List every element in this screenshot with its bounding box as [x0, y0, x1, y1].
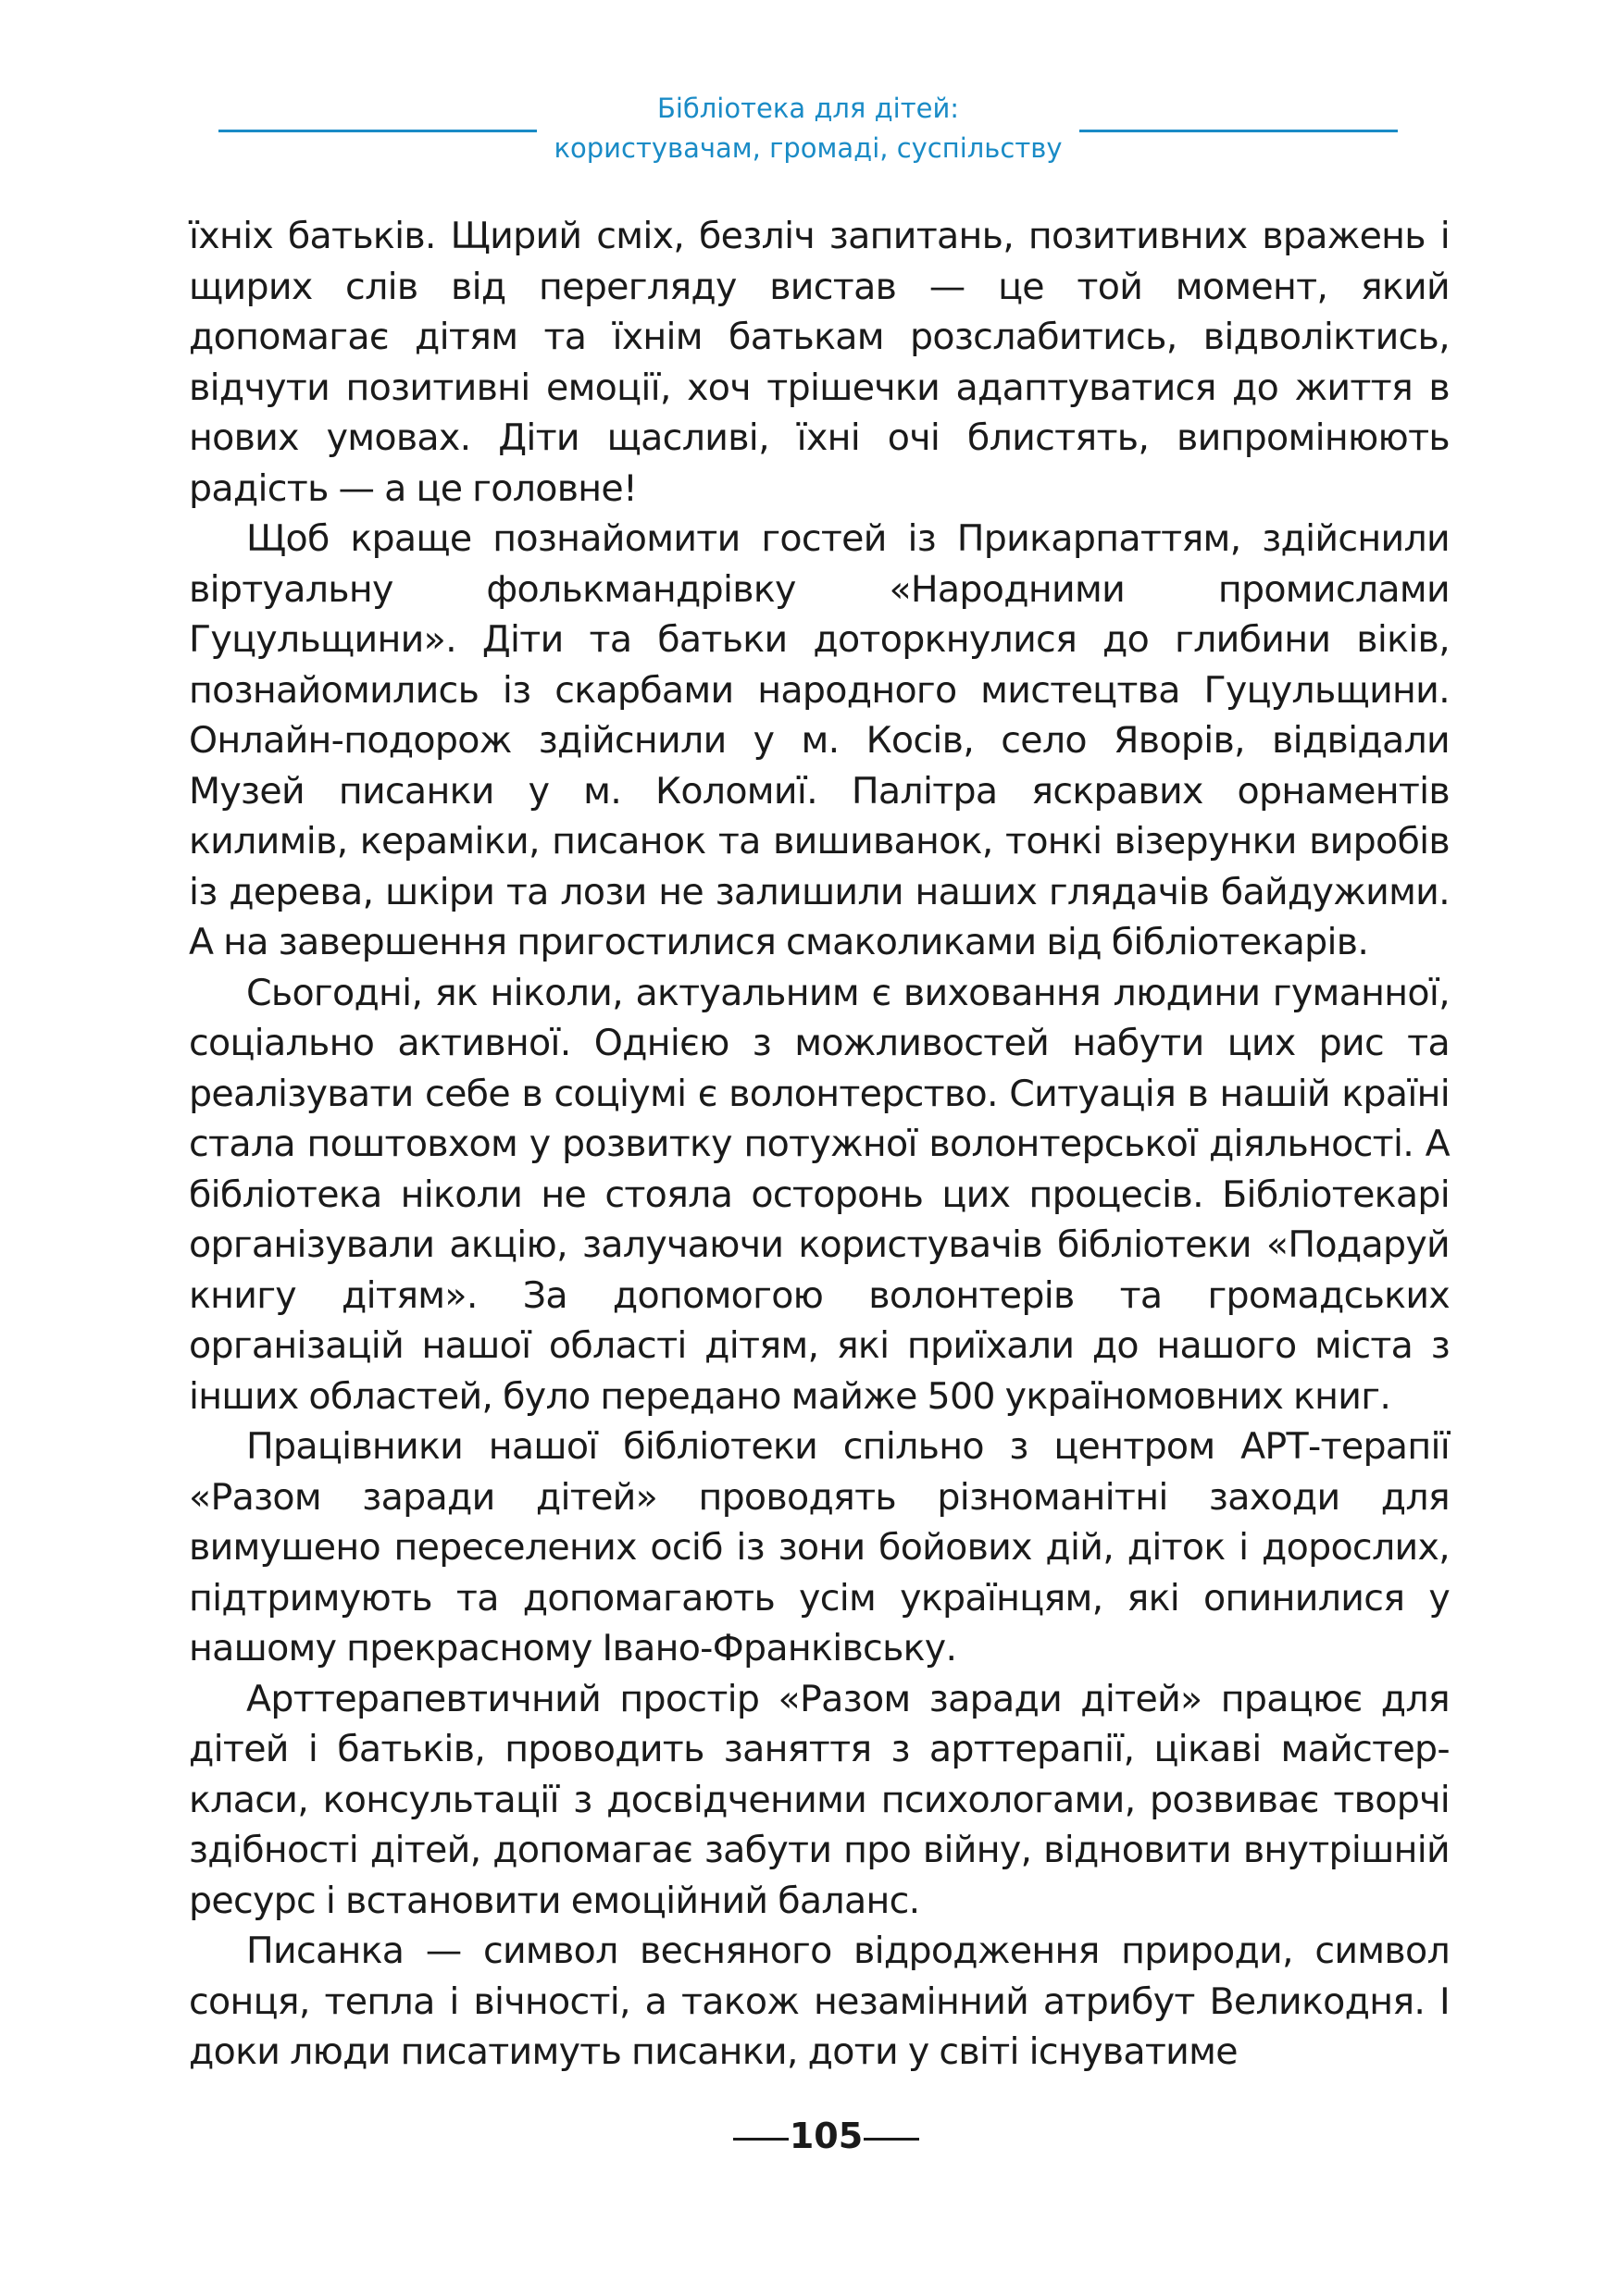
header-rule-right [1079, 130, 1398, 132]
page-footer [0, 2110, 1619, 2166]
header-title [537, 89, 1079, 168]
page-number: 105 [789, 2116, 864, 2156]
footer-rule-right [864, 2138, 919, 2141]
body-text [189, 211, 1450, 2078]
running-header [0, 89, 1619, 172]
paragraph-3: Сьогодні, як ніколи, актуальним є виховання людини гуманної, соціально активної. Однією з можливостей набути цих рис та реалізувати себе в соціумі є волонтерство. Ситуація в нашій країні стала поштовхом у розвитку потужної волонтерської діяльності. А бібліотека ніколи не стояла осторонь цих процесів. Бібліотекарі організували акцію, залучаючи користувачів бібліотеки «Подаруй книгу дітям». За допомогою волонтерів та громадських організацій нашої області дітям, які приїхали до нашого міста з інших областей, було передано майже 500 україномовних книг. [189, 971, 1450, 1418]
paragraph-6: Писанка — символ весняного відродження природи, символ сонця, тепла і вічності, а також незамінний атрибут Великодня. І доки люди писатимуть писанки, доти у світі існуватиме [189, 1930, 1450, 2073]
paragraph-1: їхніх батьків. Щирий сміх, безліч запитань, позитивних вражень і щирих слів від перегляду вистав — це той момент, який допомагає дітям та їхнім батькам розслабитись, відволіктись, відчути позитивні емоції, хоч трішечки адаптуватися до життя в нових умовах. Діти щасливі, їхні очі блистять, випромінюють радість — а це головне! [189, 215, 1450, 510]
paragraph-5: Арттерапевтичний простір «Разом заради дітей» працює для дітей і батьків, проводить заняття з арттерапії, цікаві майстер-класи, консультації з досвідченими психологами, розвиває творчі здібності дітей, допомагає забути про війну, відновити внутрішній ресурс і встановити емоційний баланс. [189, 1677, 1450, 1922]
paragraph-4: Працівники нашої бібліотеки спільно з центром АРТ-терапії «Разом заради дітей» проводять різноманітні заходи для вимушено переселених осіб із зони бойових дій, діток і дорослих, підтримують та допомагають усім українцям, які опинилися у нашому прекрасному Івано-Франківську. [189, 1425, 1450, 1669]
paragraph-2: Щоб краще познайомити гостей із Прикарпаттям, здійснили віртуальну фолькмандрівку «Народними промислами Гуцульщини». Діти та батьки доторкнулися до глибини віків, познайомились із скарбами народного мистецтва Гуцульщини. Онлайн-подорож здійснили у м. Косів, село Яворів, відвідали Музей писанки у м. Коломиї. Палітра яскравих орнаментів килимів, кераміки, писанок та вишиванок, тонкі візерунки виробів із дерева, шкіри та лози не залишили наших глядачів байдужими. А на завершення пригостилися смаколиками від бібліотекарів. [189, 517, 1450, 963]
header-title-line-2: користувачам, громаді, суспільству [554, 132, 1063, 164]
footer-rule-left [733, 2138, 789, 2141]
header-rule-left [218, 130, 537, 132]
header-title-line-1: Бібліотека для дітей: [656, 93, 960, 124]
